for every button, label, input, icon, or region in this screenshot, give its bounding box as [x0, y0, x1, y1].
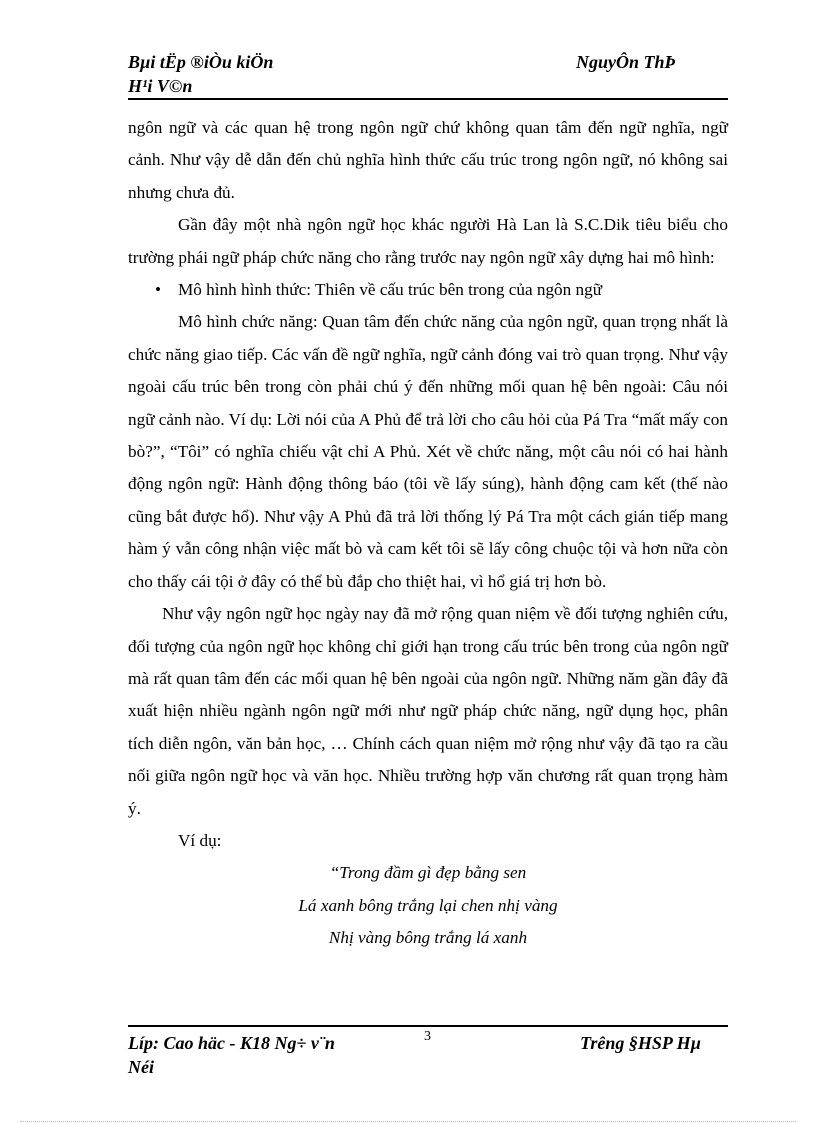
- document-body: [128, 112, 728, 955]
- paragraph-4: Như vậy ngôn ngữ học ngày nay đã mở rộng quan niệm về đối tượng nghiên cứu, đối tượng của ngôn ngữ học không chỉ giới hạn trong cấu trúc bên trong của ngôn ngữ mà rất quan tâm đến các mối quan hệ bên ngoài của ngôn ngữ. Những năm gần đây đã xuất hiện nhiều ngành ngôn ngữ mới như ngữ pháp chức năng, ngữ dụng học, phân tích diễn ngôn, văn bản học, … Chính cách quan niệm mở rộng như vậy đã tạo ra cầu nối giữa ngôn ngữ học và văn học. Nhiều trường hợp văn chương rất quan trọng hàm ý.: [128, 604, 728, 818]
- footer-right-text: Trêng §HSP Hµ: [580, 1033, 702, 1053]
- paragraph-2: Gần đây một nhà ngôn ngữ học khác người Hà Lan là S.C.Dik tiêu biểu cho trường phái ngữ pháp chức năng cho rằng trước nay ngôn ngữ xây dựng hai mô hình:: [128, 215, 728, 267]
- poem-line: Lá xanh bông trắng lại chen nhị vàng: [298, 895, 558, 915]
- bullet-dot: •: [155, 280, 162, 300]
- footer-left-text: Líp: Cao häc - K18 Ng÷ v¨n Néi: [128, 1033, 335, 1077]
- paragraph-3: Mô hình chức năng: Quan tâm đến chức năng của ngôn ngữ, quan trọng nhất là chức năng giao tiếp. Các vấn đề ngữ nghĩa, ngữ cảnh đóng vai trò quan trọng. Như vậy ngoài cấu trúc bên trong còn phải chú ý đến những mối quan hệ bên ngoài: Câu nói ngữ cảnh nào. Ví dụ: Lời nói của A Phủ để trả lời cho câu hỏi của Pá Tra “mất mấy con bò?”, “Tôi” có nghĩa chiếu vật chỉ A Phủ. Xét về chức năng, một câu nói có hai hành động ngôn ngữ: Hành động thông báo (tôi về lấy súng), hành động cam kết (thế nào cũng bắt được hổ). Như vậy A Phủ đã trả lời thống lý Pá Tra một cách gián tiếp mang hàm ý vẫn công nhận việc mất bò và cam kết tôi sẽ lấy công chuộc tội và hơn nữa còn cho thấy cái tội ở đây có thể bù đắp cho thiệt hai, vì hổ giá trị hơn bò.: [128, 312, 728, 591]
- header-right-text: NguyÔn ThÞ: [576, 52, 676, 72]
- page-number: 3: [424, 1029, 431, 1044]
- example-label: Ví dụ:: [178, 830, 222, 850]
- paragraph-1: ngôn ngữ và các quan hệ trong ngôn ngữ chứ không quan tâm đến ngữ nghĩa, ngữ cảnh. Như vậy dễ dẫn đến chủ nghĩa hình thức cấu trúc trong ngôn ngữ, nó không sai nhưng chưa đủ.: [128, 118, 728, 202]
- page-header: [128, 50, 728, 100]
- page-footer: [128, 1025, 728, 1087]
- poem-line: Nhị vàng bông trắng lá xanh: [328, 928, 528, 948]
- bullet-item-text: Mô hình hình thức: Thiên về cấu trúc bên trong của ngôn ngữ: [178, 280, 603, 300]
- page-bottom-divider: [20, 1121, 796, 1122]
- header-left-text: Bµi tËp ®iÒu kiÖn H¹i V©n: [128, 52, 274, 96]
- bullet-item: [128, 274, 728, 306]
- poem-line: “Trong đầm gì đẹp bằng sen: [329, 863, 527, 883]
